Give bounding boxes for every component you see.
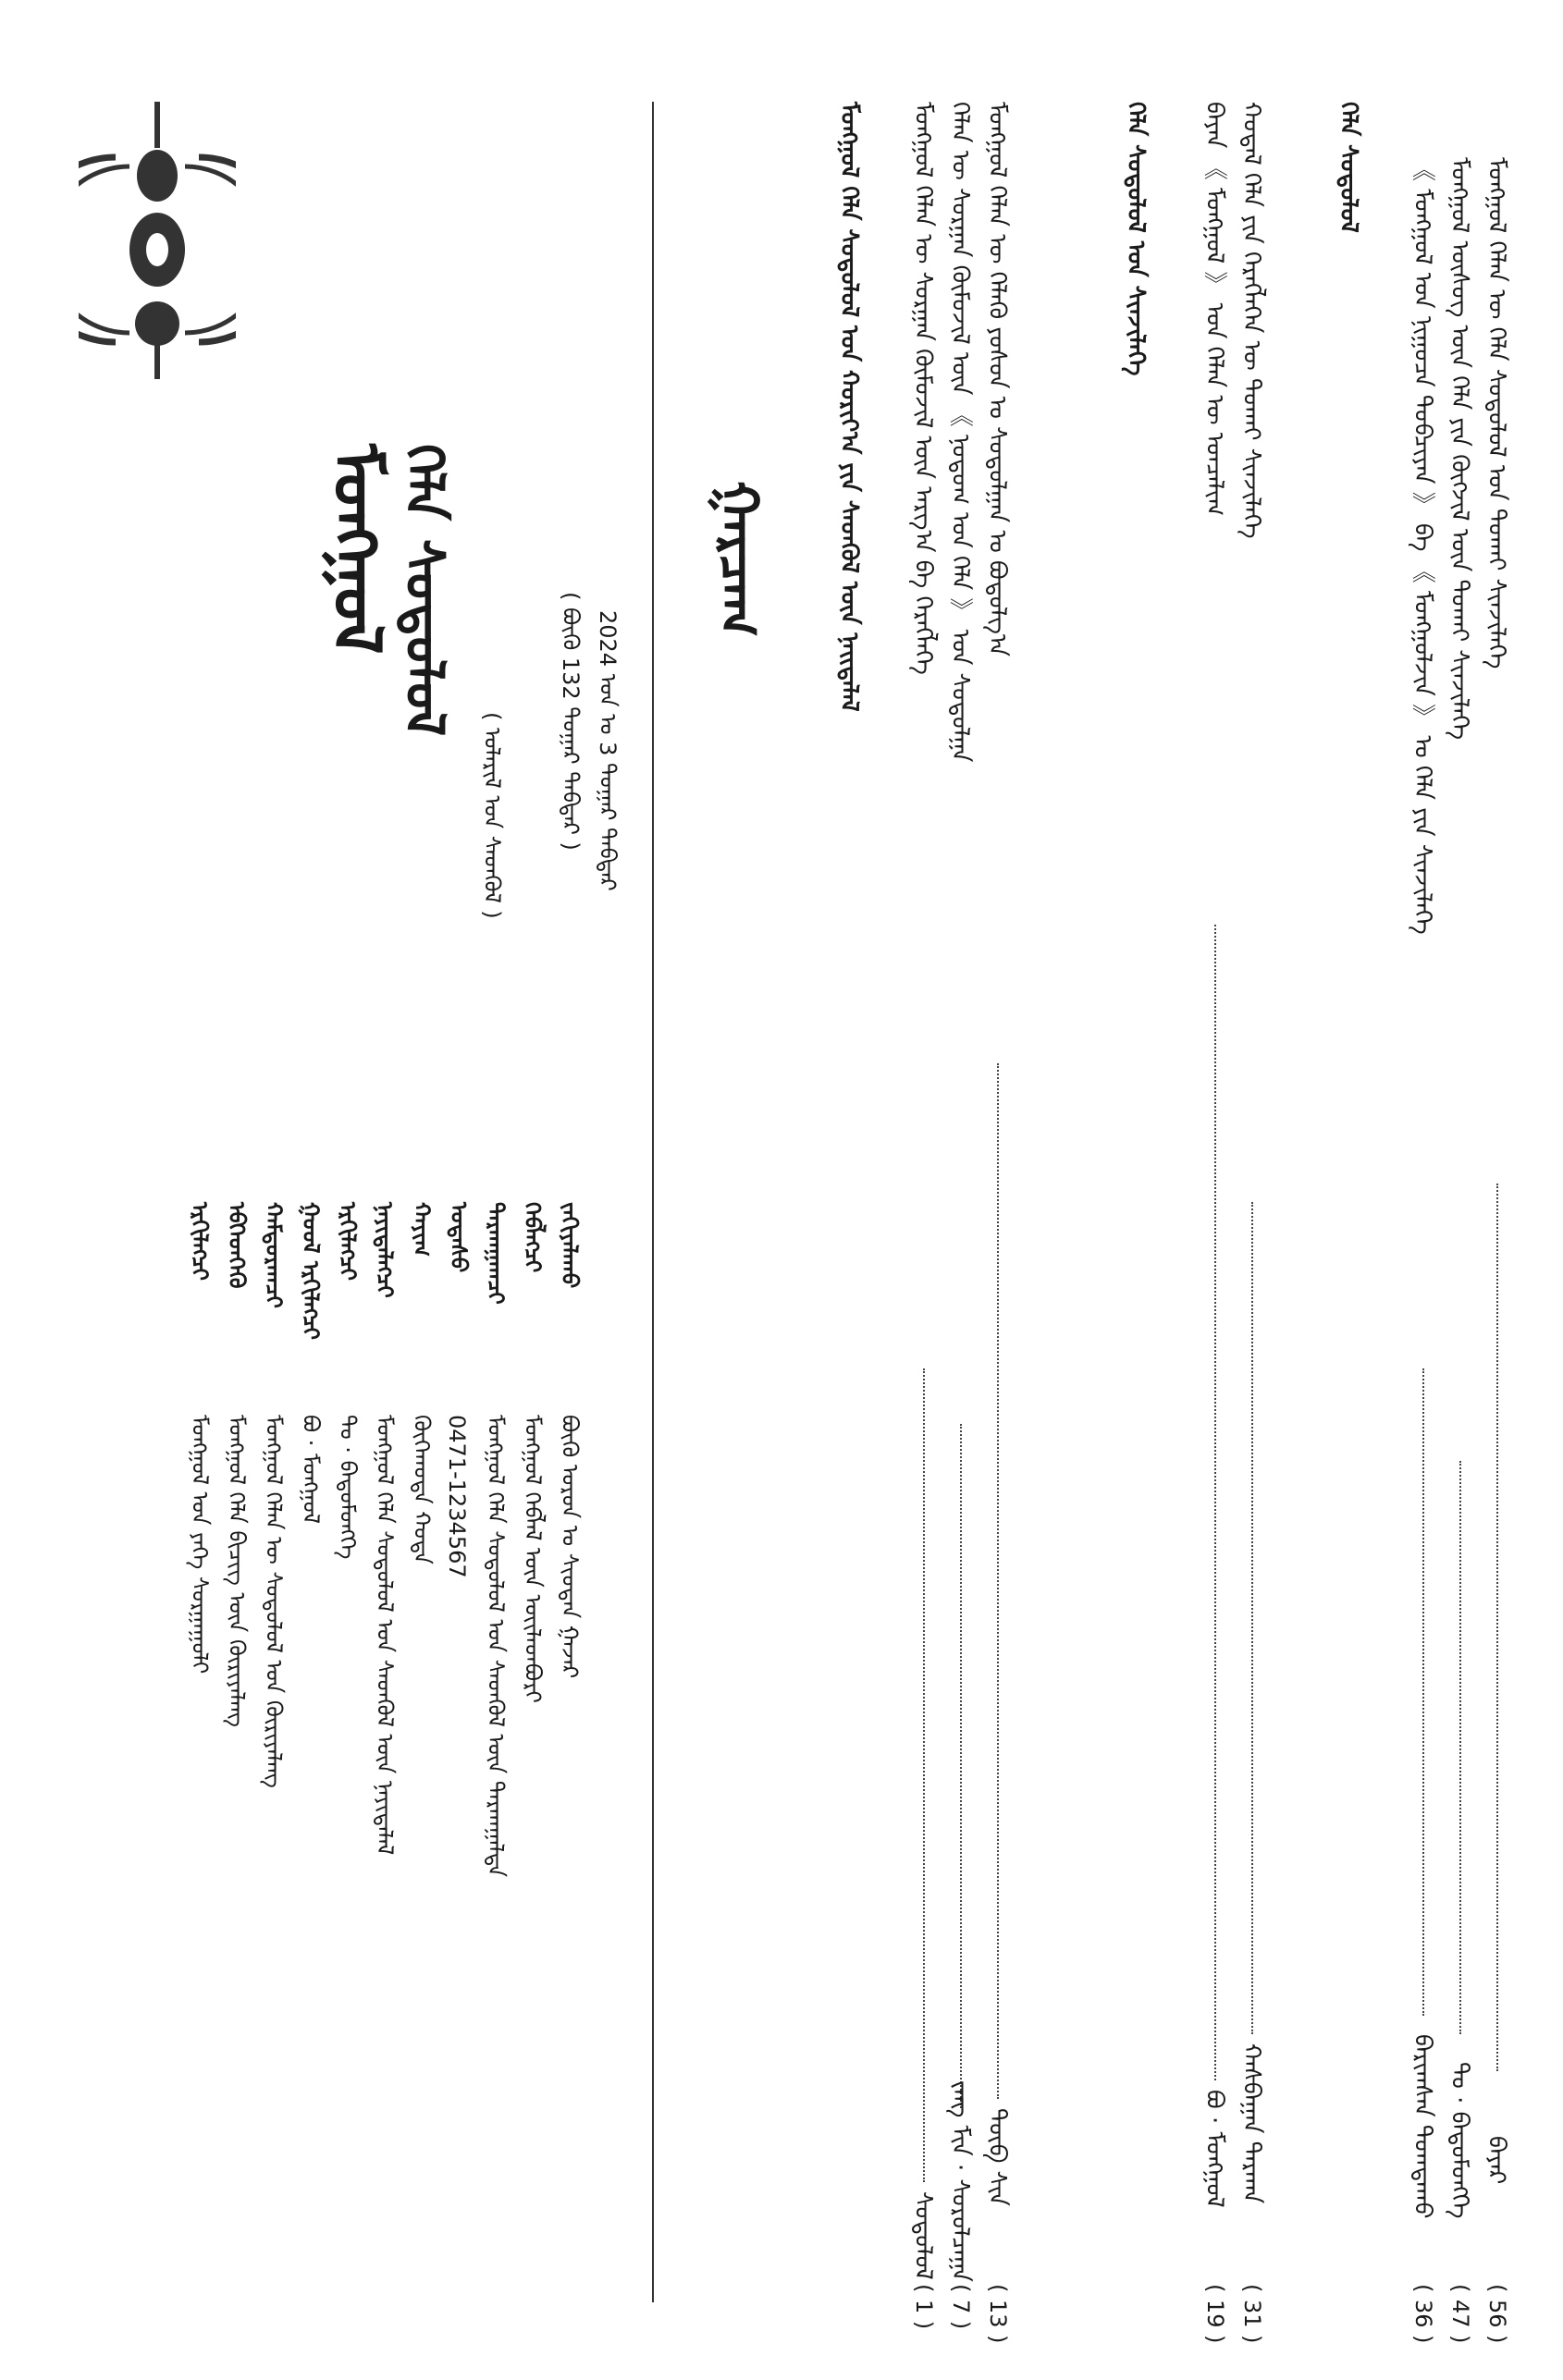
toc-page-number: ( 36 ) [1410,2284,1436,2344]
toc-entry-author: ᠲᠤ · ᠪᠠᠲᠤᠮᠥᠩᠬᠡ [1446,2062,1473,2219]
toc-section-heading: ᠬᠡᠯᠡ ᠰᠤᠳᠤᠯᠤᠯ [1335,102,1362,233]
staff-role: ᠬᠡᠪᠯᠡᠭᠴᠢ [520,1202,546,1273]
toc-entry-title: ᠮᠣᠩᠭᠣᠯ ᠬᠡᠯᠡᠨ ᠦ ᠰᠤᠷᠭᠠᠨ ᠬᠦᠮᠦᠵᠢᠯ ᠦᠨ ᠠᠷᠭ᠎ᠠ ᠪᠠ ᠬᠡᠷᠡᠭᠯᠡᠭᠡ [909,102,937,675]
toc-entry-author: ᠲᠦᠪ ᠰᠢᠨ [983,2108,1011,2206]
toc-entry-title: ᠮᠣᠩᠭᠣᠯ ᠬᠡᠯᠡᠨ ᠦ ᠬᠡᠯᠡᠬᠦ ᠶᠤᠰᠤᠨ ᠤ ᠰᠤᠳᠤᠯᠭᠠᠨ ᠤ ᠪᠣᠳᠤᠯᠭ᠎ᠠ [983,102,1011,656]
toc-leader [923,1368,925,2182]
staff-role: ᠡᠷᠬᠢᠯᠡᠭᠴᠢ [187,1202,213,1282]
staff-names: ᠮᠣᠩᠭᠣᠯ ᠬᠡᠯᠡ ᠰᠤᠳᠤᠯᠤᠯ ᠤᠨ ᠰᠡᠳᠬᠦᠯ ᠦᠨ ᠨᠡᠶᠢᠲᠡᠯᠡᠯ [372,1415,398,1856]
toc-entry-author: ᠪᠠᠶᠠᠷ [1483,2136,1510,2185]
staff-names: ᠲᠤ · ᠪᠠᠲᠤᠮᠥᠩᠬᠡ [335,1415,361,1560]
toc-entry-title: 《 ᠮᠣᠩᠭᠣᠯ ᠤᠨ ᠨᠢᠭᠤᠴᠠ ᠲᠣᠪᠴᠢᠶᠠᠨ 》 ᠪᠠ 《 ᠮᠣᠩᠭᠣᠯᠵᠢᠨ 》 ᠤ ᠬᠡᠯᠡ ᠶᠢᠨ ᠰᠢᠨᠵᠢᠯᠡᠭᠡ [1409,157,1436,935]
toc-entry-author: ᠬᠠᠰᠪᠠᠭᠠᠨ ᠳᠠᠷᠬᠠᠨ [1237,2043,1265,2204]
toc-section-heading: ᠬᠡᠯᠡ ᠰᠤᠳᠤᠯᠤᠯ ᠤᠨ ᠰᠢᠨᠵᠢᠯᠡᠭᠡ [1122,102,1150,376]
staff-names: ᠮᠣᠩᠭᠣᠯ ᠬᠡᠪᠯᠡᠯ ᠦᠨ ᠦᠢᠯᠡᠳᠪᠦᠷᠢ [520,1415,546,1703]
toc-leader [1496,1184,1498,2071]
staff-role: ᠬᠠᠶᠢᠭ [409,1202,435,1257]
staff-names: ᠮᠣᠩᠭᠣᠯ ᠤᠨ ᠶᠡᠬᠡ ᠰᠤᠷᠭᠠᠭᠤᠯᠢ [187,1415,213,1675]
toc-leader [1422,1368,1424,2016]
staff-role: ᠬᠠᠮᠲᠤᠷᠠᠭᠴᠢ [261,1202,287,1308]
toc-entry-author: ᠪᠤ · ᠮᠣᠩᠭᠣᠯ [1200,2090,1228,2208]
toc-entry-title: ᠮᠣᠩᠭᠣᠯ ᠦᠰᠦᠭ ᠦᠨ ᠬᠡᠯᠡ ᠶᠢᠨ ᠬᠥᠭᠵᠢᠯ ᠦᠨ ᠲᠤᠬᠠᠢ ᠰᠢᠨᠵᠢᠯᠡᠭᠡ [1446,157,1473,741]
toc-page-number: ( 56 ) [1484,2284,1510,2344]
toc-page-number: ( 1 ) [911,2284,937,2330]
staff-names: ᠮᠣᠩᠭᠣᠯ ᠬᠡᠯᠡᠨ ᠦ ᠰᠤᠳᠤᠯᠤᠯ ᠤᠨ ᠬᠦᠷᠢᠶᠡᠯᠡᠩ [261,1415,287,1788]
staff-role: ᠨᠡᠶᠢᠲᠡᠯᠡᠭᠴᠢ [372,1202,398,1298]
staff-role: ᠭᠣᠣᠯ ᠡᠷᠬᠢᠯᠡᠭᠴᠢ [298,1202,324,1341]
staff-names: 0471-1234567 [444,1415,470,1578]
toc-page-number: ( 47 ) [1447,2284,1473,2344]
journal-subtitle: ( ᠤᠯᠠᠷᠢᠯ ᠤᠨ ᠰᠡᠳᠬᠦᠯ ) [479,712,505,919]
toc-entry-author: ᠵᠠᠩ ᠮᠢᠨ · ᠰᠤᠷᠤᠯᠴᠠᠭᠠ [946,2080,974,2282]
year-issue: 2024 ᠣᠨ ᠤ 3 ᠳᠤᠭᠠᠷ ᠳᠡᠪᠲᠡᠷ [595,610,621,891]
staff-role: ᠤᠲᠠᠰᠤ [446,1202,472,1273]
toc-leader [1214,925,1216,2080]
toc-entry-title: ᠬᠡᠯᠡᠨ ᠦ ᠰᠤᠷᠭᠠᠨ ᠬᠦᠮᠦᠵᠢᠯ ᠦᠨ 《 ᠨᠤᠲᠤᠭ ᠤᠨ ᠬᠡᠯᠡ 》 ᠤᠨ ᠰᠤᠳᠤᠯᠭᠠ [946,102,974,763]
staff-names: ᠮᠣᠩᠭᠣᠯ ᠬᠡᠯᠡ ᠰᠤᠳᠤᠯᠤᠯ ᠤᠨ ᠰᠡᠳᠬᠦᠯ ᠦᠨ ᠲᠠᠷᠬᠠᠭᠠᠯᠲᠠ [483,1415,509,1878]
staff-names: ᠪᠤ · ᠮᠣᠩᠭᠣᠯ [298,1415,324,1524]
staff-names: ᠮᠣᠩᠭᠣᠯ ᠬᠡᠯᠡ ᠪᠢᠴᠢᠭ ᠦᠨ ᠬᠦᠷᠢᠶᠡᠯᠡᠩ [224,1415,250,1727]
issue-label: ( ᠪᠦᠬᠦ 132 ᠳᠤᠭᠠᠷ ᠳᠡᠪᠲᠡᠷ ) [558,592,584,851]
divider-rule [652,102,654,2302]
toc-entry-author: ᠪᠠᠷᠢᠭᠰᠠᠨ ᠲᠣᠭᠲᠠᠬᠤ [1409,2034,1436,2219]
toc-entry-title: ᠬᠤᠳᠠᠯ ᠬᠡᠯᠡ ᠶᠢᠨ ᠬᠡᠷᠡᠭᠯᠡᠭᠡᠨ ᠦ ᠲᠤᠬᠠᠢ ᠰᠢᠨᠵᠢᠯᠡᠭᠡ [1237,102,1265,539]
toc-page-number: ( 19 ) [1202,2284,1228,2344]
toc-page-number: ( 13 ) [985,2284,1011,2344]
staff-role: ᠡᠷᠬᠢᠯᠡᠭᠴᠢ [335,1202,361,1282]
toc-entry-author: ᠰᠤᠳᠤᠯᠤᠯ [909,2191,937,2280]
staff-role: ᠡᠪᠬᠡᠳᠬᠡᠬᠦ [224,1202,250,1289]
toc-entry-title: ᠪᠠᠶᠠᠨ 《 ᠮᠣᠩᠭᠣᠯ 》 ᠤᠨ ᠬᠡᠯᠡᠨ ᠦ ᠤᠨᠴᠠᠯᠢᠭ [1200,102,1228,516]
toc-final-heading: ᠮᠣᠩᠭᠣᠯ ᠬᠡᠯᠡ ᠰᠤᠳᠤᠯᠤᠯ ᠤᠨ ᠬᠣᠷᠢᠶ᠎ᠠ ᠶᠢᠨ ᠰᠡᠳᠬᠦᠯ ᠦᠨ ᠨᠡᠢᠲᠡᠯᠡᠯ [835,102,863,712]
toc-title: ᠭᠠᠷᠴᠠᠭ [708,481,770,637]
toc-page-number: ( 7 ) [948,2284,974,2330]
journal-logo [79,102,236,383]
staff-role: ᠲᠠᠷᠬᠠᠭᠠᠭᠴᠢ [483,1202,509,1305]
staff-names: ᠪᠦᠬᠦ ᠣᠷᠣᠨ ᠤ ᠰᠢᠤᠳᠠᠨ ᠭᠠᠵᠠᠷ [557,1415,583,1679]
toc-entry-title: ᠮᠣᠩᠭᠣᠯ ᠬᠡᠯᠡᠨ ᠦ ᠬᠡᠯᠡ ᠰᠤᠳᠤᠯᠤᠯ ᠤᠨ ᠲᠤᠬᠠᠢ ᠰᠢᠨᠵᠢᠯᠡᠭᠡ [1483,157,1510,669]
toc-leader [1459,1461,1461,2034]
toc-leader [960,1424,962,2108]
journal-title-line2: ᠬᠡᠯᠡ ᠰᠤᠳᠤᠯᠤᠯ [393,444,456,737]
staff-role: ᠵᠠᠬᠢᠶᠠᠯᠠᠬᠤ [557,1202,583,1289]
toc-leader [1251,1202,1253,2034]
staff-names: ᠬᠥᠬᠡᠬᠣᠲᠠ ᠬᠣᠲᠠ [409,1415,435,1564]
journal-title-line1: ᠮᠣᠩᠭᠣᠯ [318,444,396,655]
toc-page-number: ( 31 ) [1239,2284,1265,2344]
toc-leader [997,1063,999,2099]
